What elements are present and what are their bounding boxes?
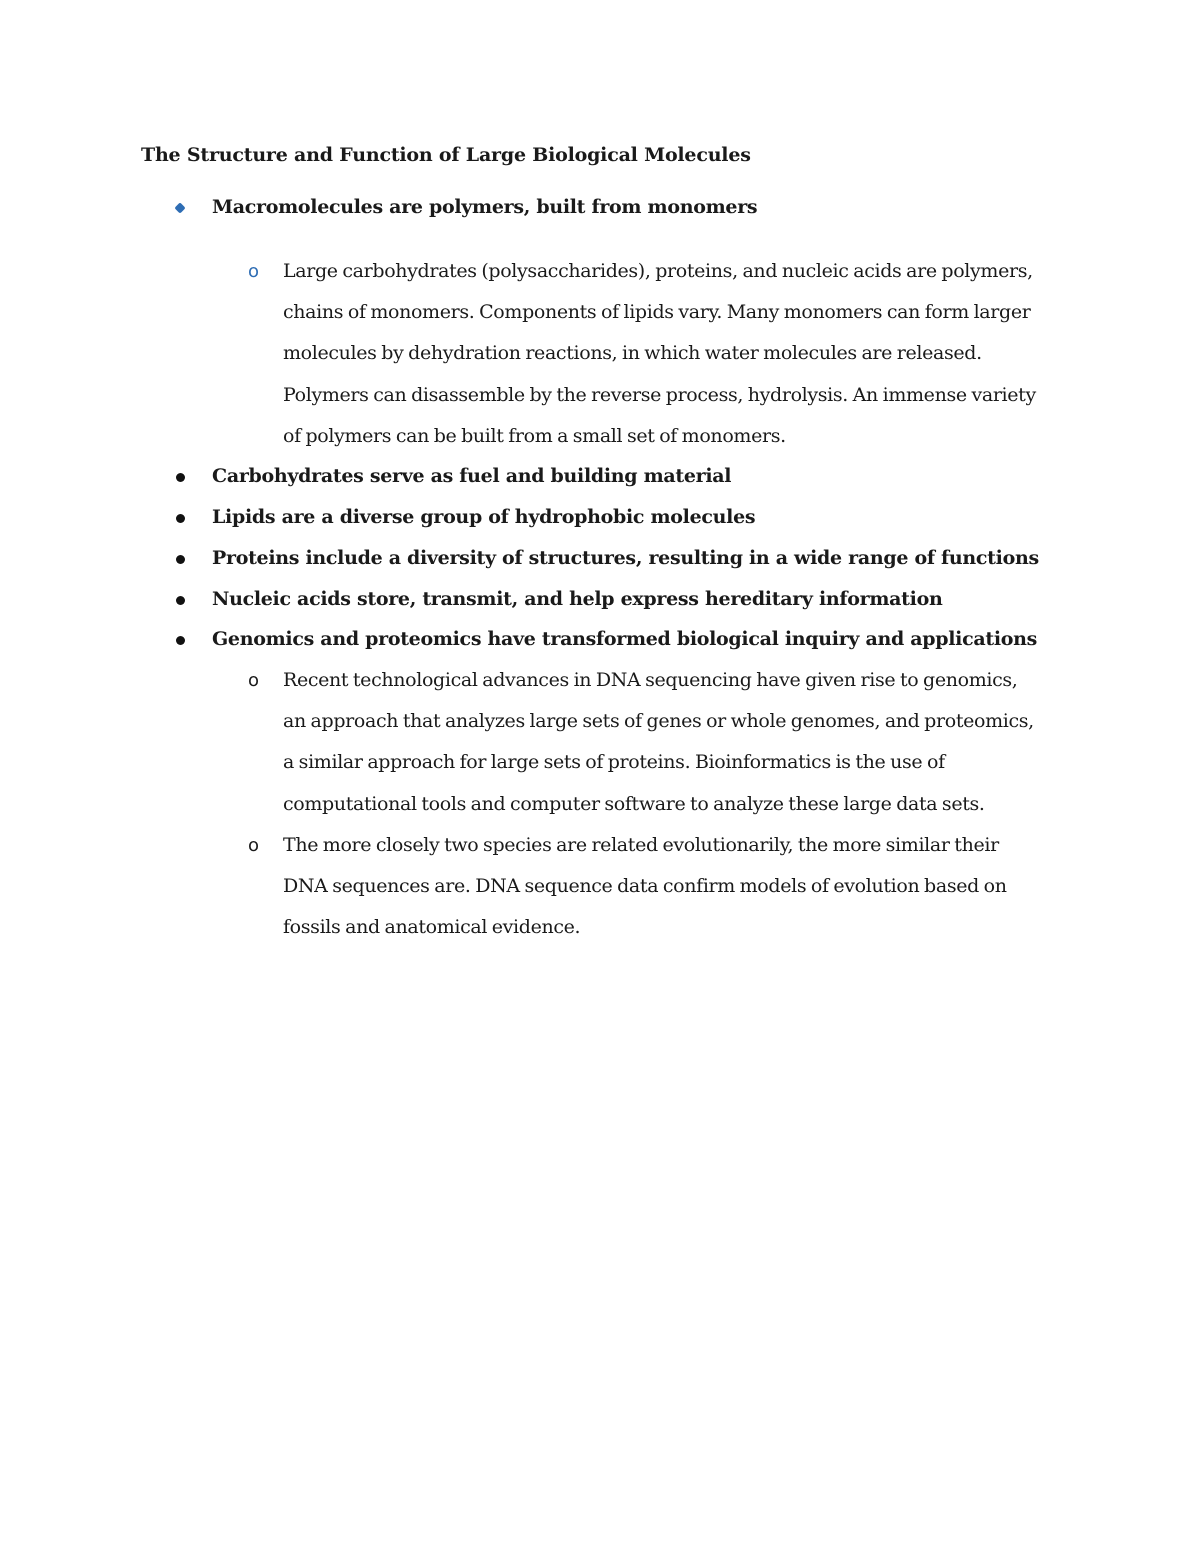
bullet-icon <box>176 555 185 564</box>
bullet-icon <box>174 202 185 213</box>
section-heading: Proteins include a diversity of structures, resulting in a wide range of functions <box>212 547 1039 569</box>
sub-bullet-icon: o <box>248 835 260 856</box>
section-heading: Nucleic acids store, transmit, and help express hereditary information <box>212 588 943 610</box>
section-heading: Carbohydrates serve as fuel and building material <box>212 465 732 487</box>
section-heading: Genomics and proteomics have transformed biological inquiry and applications <box>212 628 1038 650</box>
sub-point-text: The more closely two species are related evolutionarily, the more similar their DNA sequences are. DNA sequence data confirm models of evolution based on fossils and anatomical evidence. <box>283 834 1007 939</box>
bullet-icon <box>176 514 185 523</box>
section-heading: Macromolecules are polymers, built from monomers <box>212 196 758 218</box>
sub-point-text: Large carbohydrates (polysaccharides), proteins, and nucleic acids are polymers, chains of monomers. Components of lipids vary. Many monomers can form larger molecules by dehydration reactions, in which water molecules are released. Polymers can disassemble by the reverse process, hydrolysis. An immense variety of polymers can be built from a small set of monomers. <box>283 260 1036 447</box>
sub-point-text: Recent technological advances in DNA sequencing have given rise to genomics, an approach that analyzes large sets of genes or whole genomes, and proteomics, a similar approach for large sets of proteins. Bioinformatics is the use of computational tools and computer software to analyze these large data sets. <box>283 669 1034 815</box>
sub-bullet-icon: o <box>248 670 260 691</box>
bullet-icon <box>176 596 185 605</box>
sub-bullet-icon: o <box>248 261 260 282</box>
section-heading: Lipids are a diverse group of hydrophobic molecules <box>212 506 756 528</box>
bullet-icon <box>176 473 185 482</box>
page-title: The Structure and Function of Large Biological Molecules <box>141 144 751 166</box>
bullet-icon <box>176 636 185 645</box>
